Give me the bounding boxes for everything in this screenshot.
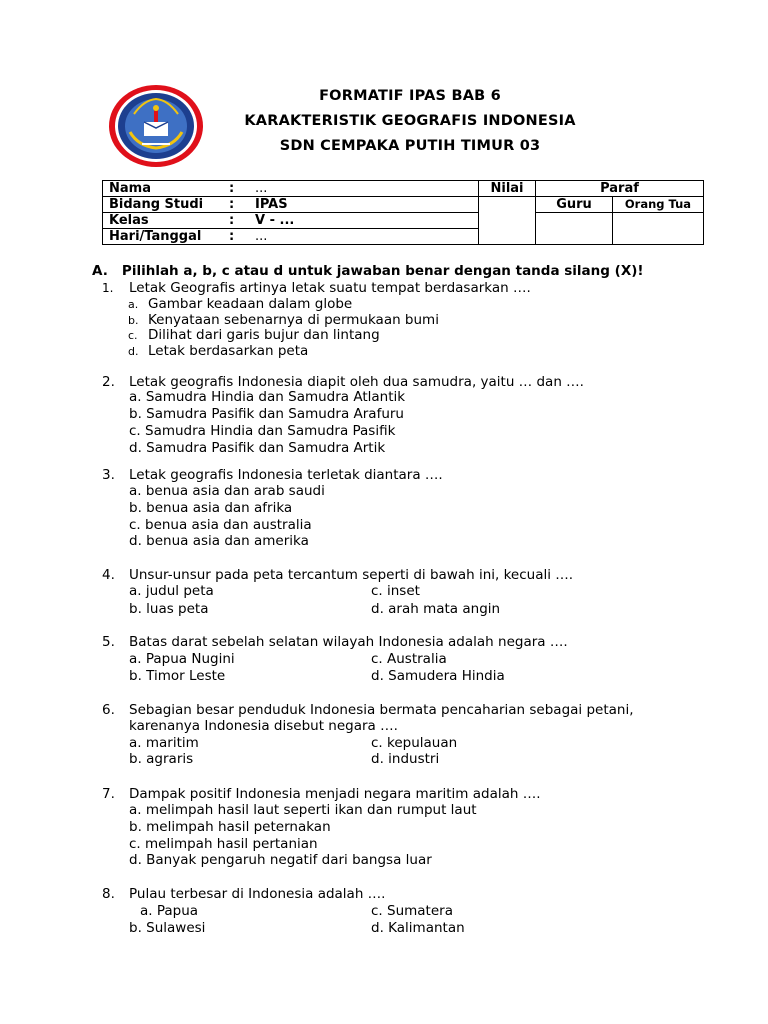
label-kelas: Kelas: [109, 213, 149, 228]
question-2: 2. Letak geografis Indonesia diapit oleh dua samudra, yaitu … dan ….: [102, 374, 584, 390]
title-line-1: FORMATIF IPAS BAB 6: [319, 88, 501, 104]
guru-header: Guru: [536, 197, 613, 213]
q2-option-a[interactable]: a. Samudra Hindia dan Samudra Atlantik: [129, 389, 406, 405]
orang-tua-header: Orang Tua: [613, 197, 704, 213]
guru-sign-cell: [536, 213, 613, 245]
q5-option-b[interactable]: b. Timor Leste: [129, 668, 226, 684]
value-nama: ...: [255, 181, 268, 196]
value-kelas: V - ...: [255, 213, 295, 228]
question-3: 3. Letak geografis Indonesia terletak diantara ….: [102, 467, 443, 483]
question-8: 8. Pulau terbesar di Indonesia adalah ….: [102, 886, 386, 902]
q4-option-c[interactable]: c. inset: [371, 583, 420, 599]
q7-option-a[interactable]: a. melimpah hasil laut seperti ikan dan rumput laut: [129, 802, 477, 818]
q3-option-a[interactable]: a. benua asia dan arab saudi: [129, 483, 325, 499]
question-6: 6. Sebagian besar penduduk Indonesia bermata pencaharian sebagai petani,: [102, 702, 634, 718]
value-hari-tanggal: ...: [255, 229, 268, 244]
question-7-text: Dampak positif Indonesia menjadi negara maritim adalah ….: [129, 786, 541, 802]
orang-tua-sign-cell: [613, 213, 704, 245]
q4-option-a[interactable]: a. judul peta: [129, 583, 214, 599]
question-6-text-line-2: karenanya Indonesia disebut negara ….: [129, 718, 398, 734]
q8-option-c[interactable]: c. Sumatera: [371, 903, 453, 919]
q5-option-a[interactable]: a. Papua Nugini: [129, 651, 235, 667]
question-4: 4. Unsur-unsur pada peta tercantum seperti di bawah ini, kecuali ….: [102, 567, 574, 583]
label-nama: Nama: [109, 181, 151, 196]
q6-option-b[interactable]: b. agraris: [129, 751, 194, 767]
title-line-3: SDN CEMPAKA PUTIH TIMUR 03: [279, 138, 541, 154]
label-hari-tanggal: Hari/Tanggal: [109, 229, 202, 244]
q3-option-c[interactable]: c. benua asia dan australia: [129, 517, 312, 533]
question-1: 1. Letak Geografis artinya letak suatu tempat berdasarkan ….: [102, 280, 531, 296]
q6-option-a[interactable]: a. maritim: [129, 735, 199, 751]
q1-option-d[interactable]: d. Letak berdasarkan peta: [128, 343, 309, 359]
q8-option-b[interactable]: b. Sulawesi: [129, 920, 206, 936]
paraf-header: Paraf: [536, 181, 704, 197]
q4-option-b[interactable]: b. luas peta: [129, 601, 209, 617]
q5-option-c[interactable]: c. Australia: [371, 651, 447, 667]
label-bidang-studi: Bidang Studi: [109, 197, 204, 212]
question-4-text: Unsur-unsur pada peta tercantum seperti di bawah ini, kecuali ….: [129, 567, 574, 583]
q6-option-d[interactable]: d. industri: [371, 751, 440, 767]
student-info-table: Nama : ... Nilai Paraf Bidang Studi : IPAS Guru Orang Tua Kelas : V - ... Hari/Tanggal : ...: [102, 180, 704, 245]
value-bidang-studi: IPAS: [255, 197, 288, 212]
nilai-cell: [479, 197, 536, 245]
section-a-heading: A. Pilihlah a, b, c atau d untuk jawaban benar dengan tanda silang (X)!: [92, 263, 644, 279]
question-6-text: Sebagian besar penduduk Indonesia bermata pencaharian sebagai petani,: [129, 702, 634, 718]
title-line-2: KARAKTERISTIK GEOGRAFIS INDONESIA: [244, 113, 576, 129]
q7-option-c[interactable]: c. melimpah hasil pertanian: [129, 836, 318, 852]
question-8-text: Pulau terbesar di Indonesia adalah ….: [129, 886, 386, 902]
q6-option-c[interactable]: c. kepulauan: [371, 735, 458, 751]
q3-option-d[interactable]: d. benua asia dan amerika: [129, 533, 309, 549]
q8-option-d[interactable]: d. Kalimantan: [371, 920, 465, 936]
q1-option-a[interactable]: a. Gambar keadaan dalam globe: [128, 296, 353, 312]
q2-option-b[interactable]: b. Samudra Pasifik dan Samudra Arafuru: [129, 406, 404, 422]
q7-option-d[interactable]: d. Banyak pengaruh negatif dari bangsa luar: [129, 852, 432, 868]
q8-option-a[interactable]: a. Papua: [140, 903, 199, 919]
q1-option-b[interactable]: b. Kenyataan sebenarnya di permukaan bumi: [128, 312, 439, 328]
nilai-header: Nilai: [479, 181, 536, 197]
q1-option-c[interactable]: c. Dilihat dari garis bujur dan lintang: [128, 327, 380, 343]
question-3-text: Letak geografis Indonesia terletak diantara ….: [129, 467, 443, 483]
q3-option-b[interactable]: b. benua asia dan afrika: [129, 500, 293, 516]
question-7: 7. Dampak positif Indonesia menjadi negara maritim adalah ….: [102, 786, 541, 802]
q7-option-b[interactable]: b. melimpah hasil peternakan: [129, 819, 331, 835]
question-1-text: Letak Geografis artinya letak suatu tempat berdasarkan ….: [129, 280, 531, 296]
question-5: 5. Batas darat sebelah selatan wilayah Indonesia adalah negara ….: [102, 634, 568, 650]
q2-option-c[interactable]: c. Samudra Hindia dan Samudra Pasifik: [129, 423, 396, 439]
q5-option-d[interactable]: d. Samudera Hindia: [371, 668, 505, 684]
q4-option-d[interactable]: d. arah mata angin: [371, 601, 501, 617]
question-2-text: Letak geografis Indonesia diapit oleh dua samudra, yaitu … dan ….: [129, 374, 584, 390]
question-5-text: Batas darat sebelah selatan wilayah Indonesia adalah negara ….: [129, 634, 568, 650]
q2-option-d[interactable]: d. Samudra Pasifik dan Samudra Artik: [129, 440, 386, 456]
